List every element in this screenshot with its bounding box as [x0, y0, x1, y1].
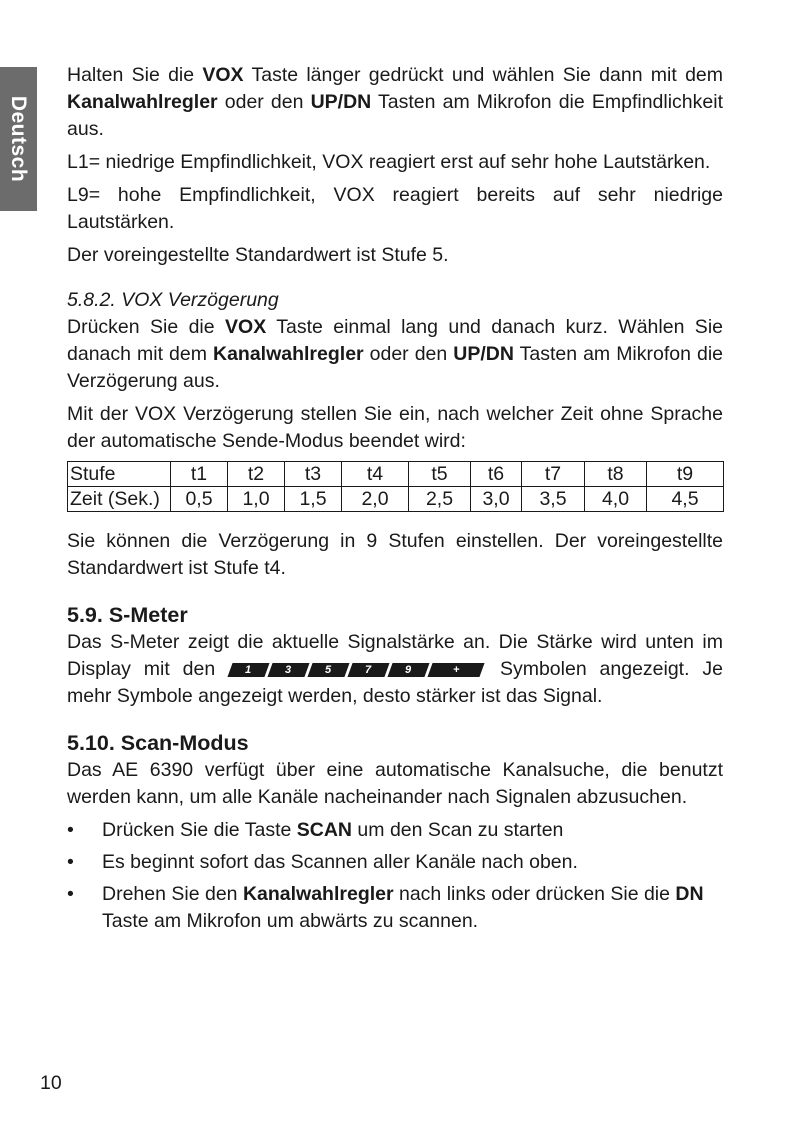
list-item: • Drehen Sie den Kanalwahlregler nach links oder drücken Sie die DN Taste am Mikrofon um abwärts zu scannen. — [67, 883, 704, 932]
s-meter-segment-icon: 9 — [388, 663, 430, 677]
s-meter-segment-icon: 7 — [348, 663, 390, 677]
table-cell: 2,0 — [342, 487, 409, 512]
subheading-vox-delay: 5.8.2. VOX Verzögerung — [67, 289, 279, 311]
s-meter-segment-icon: 5 — [308, 663, 350, 677]
table-cell: t4 — [342, 462, 409, 487]
table-cell: 1,0 — [228, 487, 285, 512]
table-cell: Zeit (Sek.) — [68, 487, 171, 512]
table-row-time — [68, 487, 724, 512]
list-item: • Drücken Sie die Taste SCAN um den Scan zu starten — [67, 817, 723, 844]
list-item: • Es beginnt sofort das Scannen aller Kanäle nach oben. — [67, 849, 723, 876]
paragraph-s-meter: Das S-Meter zeigt die aktuelle Signalstärke an. Die Stärke wird unten im Display mit den 1 3 5 7 9 + Symbolen angezeigt. Je mehr Symbole angezeigt werden, desto stärker ist das Signal. — [67, 631, 723, 707]
table-cell: 4,5 — [647, 487, 724, 512]
paragraph-vox-delay-description: Mit der VOX Verzögerung stellen Sie ein, nach welcher Zeit ohne Sprache der automatische Sende-Modus beendet wird: — [67, 403, 723, 452]
page-content — [67, 62, 723, 940]
table-cell: t2 — [228, 462, 285, 487]
s-meter-segment-icon: 1 — [228, 663, 270, 677]
table-cell: Stufe — [68, 462, 171, 487]
language-tab — [0, 67, 37, 211]
table-cell: 3,0 — [471, 487, 522, 512]
s-meter-symbols — [230, 663, 485, 677]
paragraph-default-level: Der voreingestellte Standardwert ist Stufe 5. — [67, 244, 449, 266]
table-cell: t9 — [647, 462, 724, 487]
table-cell: t1 — [171, 462, 228, 487]
page-number: 10 — [40, 1072, 62, 1094]
scan-instructions-list — [67, 817, 723, 935]
bullet-icon: • — [67, 851, 74, 873]
paragraph-vox-sensitivity: Halten Sie die VOX Taste länger gedrückt und wählen Sie dann mit dem Kanalwahlregler oder den UP/DN Tasten am Mikrofon die Empfindlichkeit aus. — [67, 64, 723, 140]
paragraph-l1: L1= niedrige Empfindlichkeit, VOX reagiert erst auf sehr hohe Lautstärken. — [67, 151, 711, 173]
table-cell: 3,5 — [522, 487, 585, 512]
s-meter-segment-icon: + — [428, 663, 485, 677]
table-row-level — [68, 462, 724, 487]
bullet-icon: • — [67, 883, 74, 905]
table-cell: t3 — [285, 462, 342, 487]
table-cell: t7 — [522, 462, 585, 487]
paragraph-delay-levels: Sie können die Verzögerung in 9 Stufen einstellen. Der voreingestellte Standardwert ist Stufe t4. — [67, 530, 723, 579]
table-cell: 1,5 — [285, 487, 342, 512]
paragraph-scan-mode: Das AE 6390 verfügt über eine automatische Kanalsuche, die benutzt werden kann, um alle Kanäle nacheinander nach Signalen abzusuchen. — [67, 759, 723, 808]
table-cell: 0,5 — [171, 487, 228, 512]
heading-scan-mode: 5.10. Scan-Modus — [67, 731, 249, 755]
paragraph-l9: L9= hohe Empfindlichkeit, VOX reagiert bereits auf sehr niedrige Lautstärken. — [67, 184, 723, 233]
language-tab-label: Deutsch — [7, 95, 31, 183]
table-cell: t8 — [585, 462, 647, 487]
s-meter-segment-icon: 3 — [268, 663, 310, 677]
bullet-icon: • — [67, 819, 74, 841]
paragraph-vox-delay-instructions: Drücken Sie die VOX Taste einmal lang und danach kurz. Wählen Sie danach mit dem Kanalwahlregler oder den UP/DN Tasten am Mikrofon die Verzögerung aus. — [67, 316, 724, 392]
table-cell: t5 — [409, 462, 471, 487]
table-cell: t6 — [471, 462, 522, 487]
table-cell: 4,0 — [585, 487, 647, 512]
vox-delay-table — [67, 461, 724, 512]
heading-s-meter: 5.9. S-Meter — [67, 603, 188, 627]
table-cell: 2,5 — [409, 487, 471, 512]
